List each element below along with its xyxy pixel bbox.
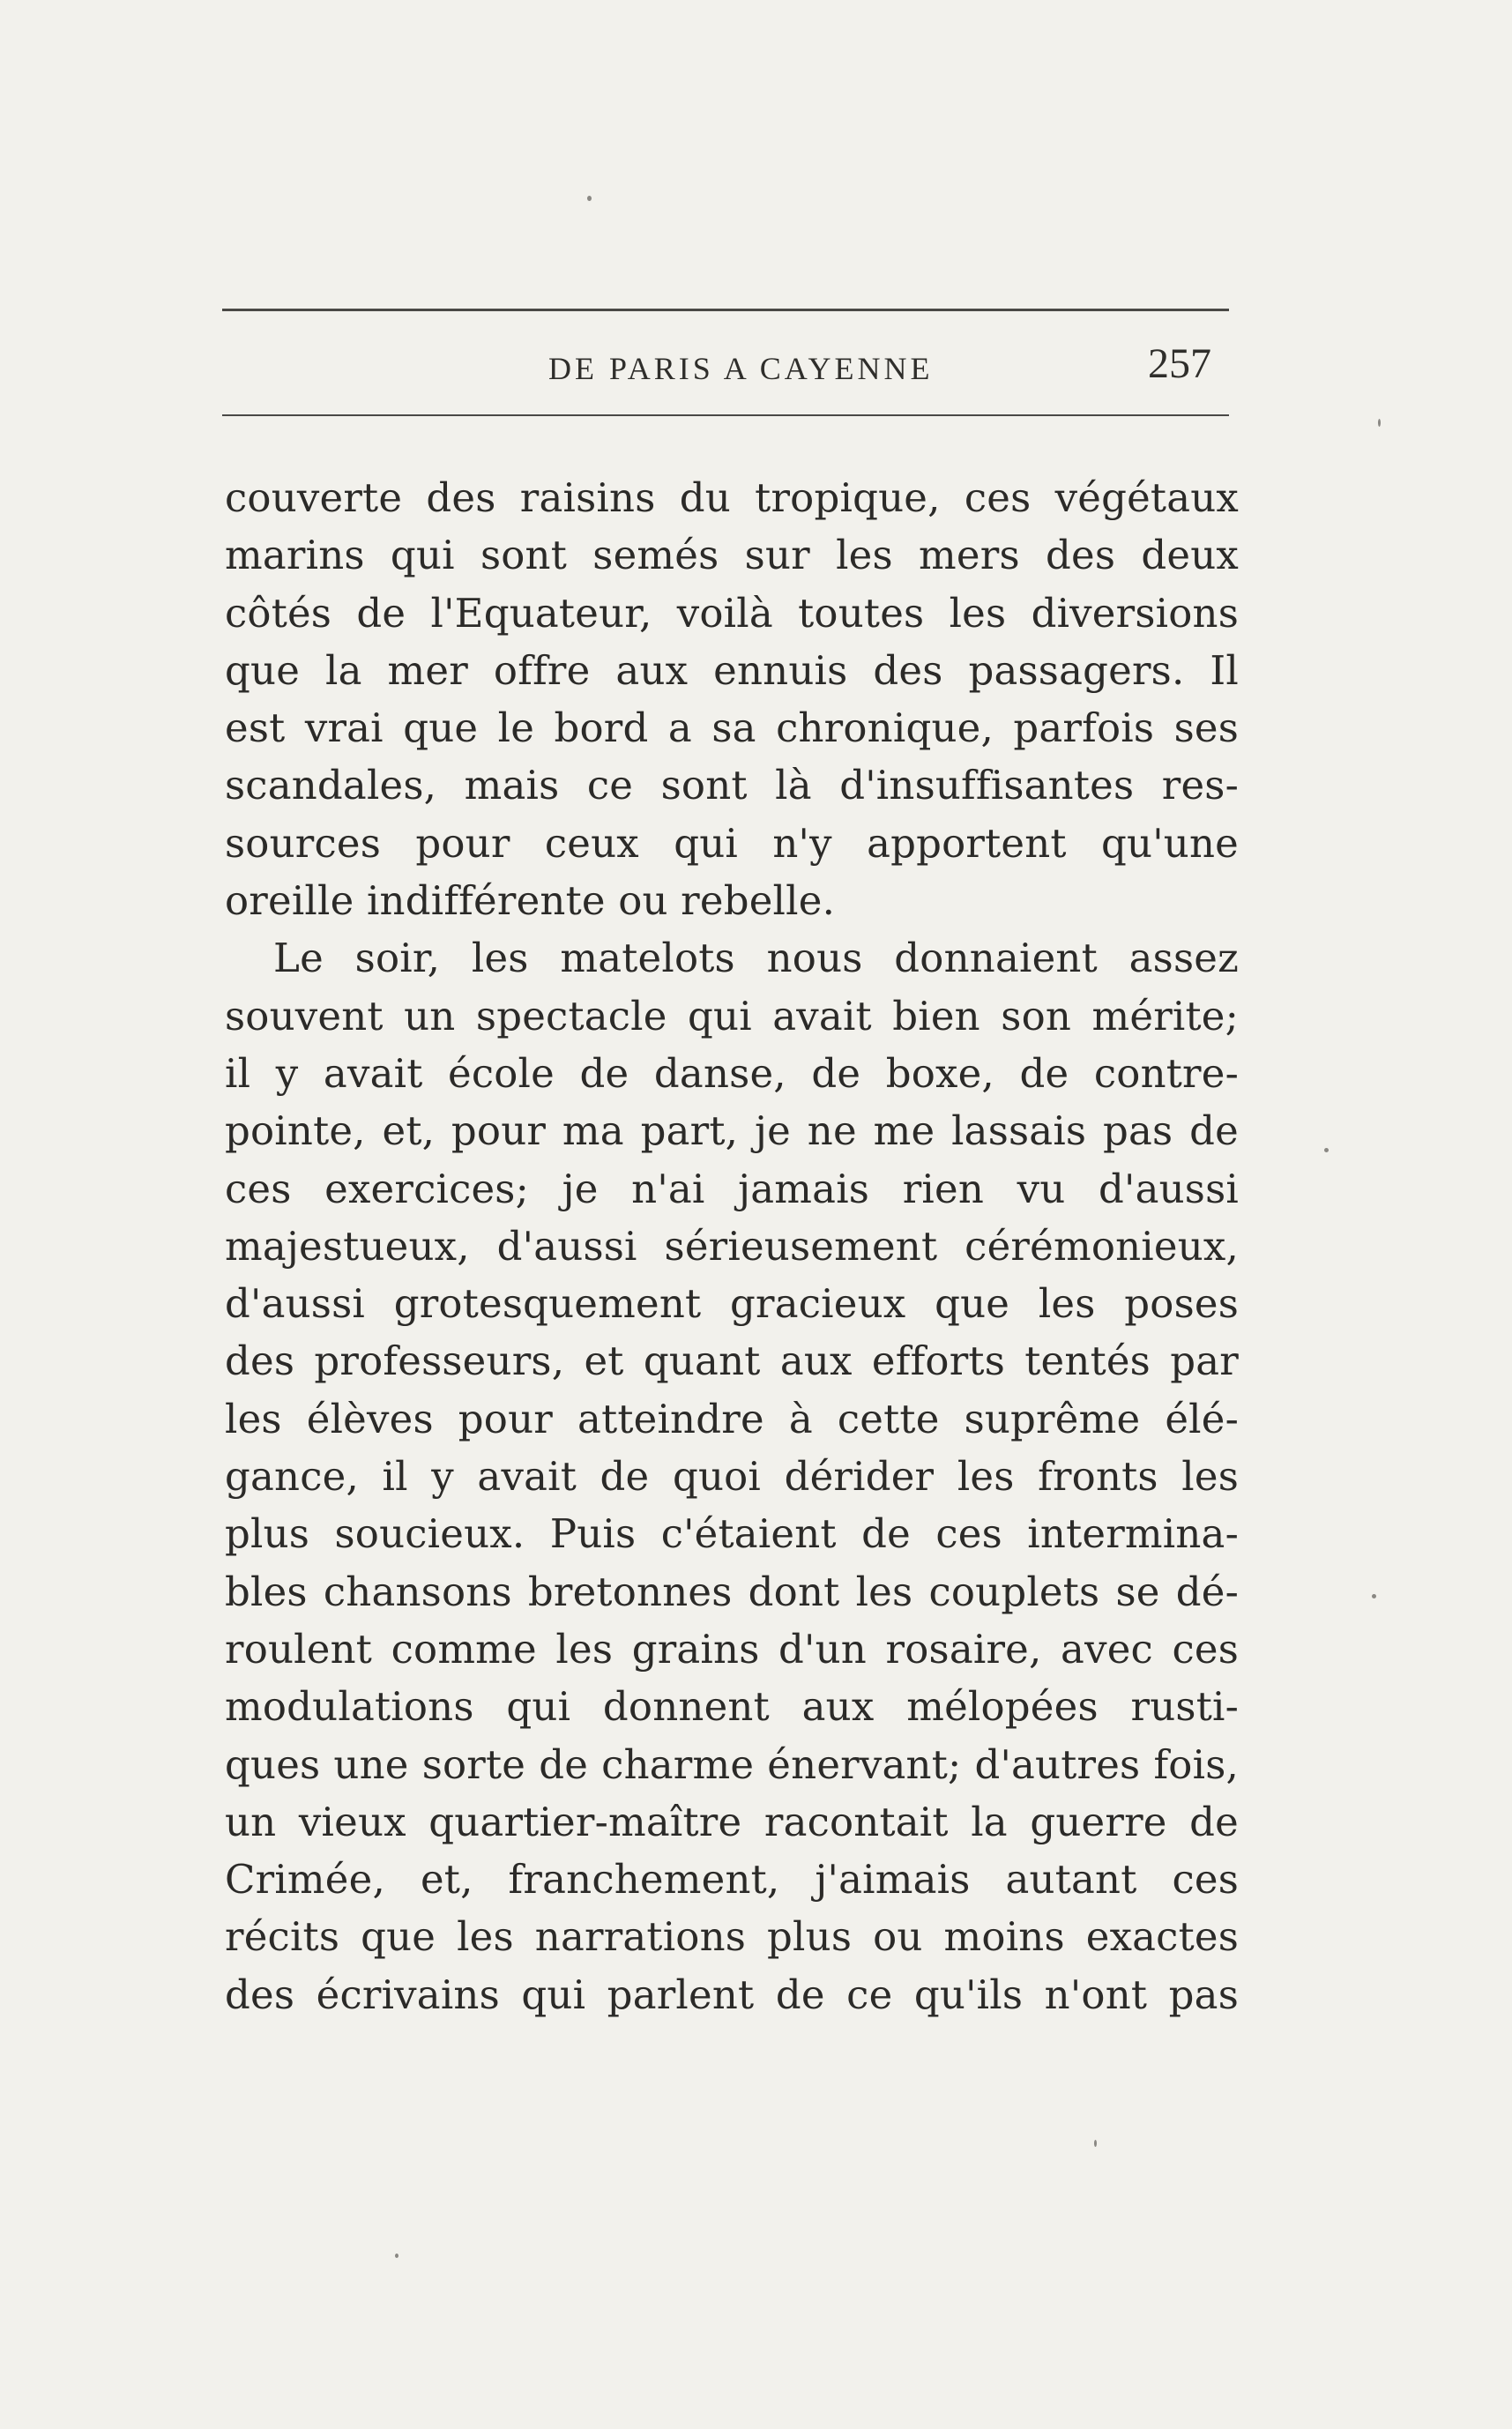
- paper-speck: [587, 196, 592, 201]
- text-line: des écrivains qui parlent de ce qu'ils n'ont pas: [225, 1971, 1239, 2018]
- text-line: ques une sorte de charme énervant; d'autres fois,: [225, 1740, 1239, 1788]
- text-line: marins qui sont semés sur les mers des deux: [225, 532, 1239, 579]
- text-line: plus soucieux. Puis c'étaient de ces intermina-: [225, 1510, 1239, 1558]
- text-line: sources pour ceux qui n'y apportent qu'une: [225, 819, 1239, 867]
- text-line: des professeurs, et quant aux efforts tentés par: [225, 1337, 1239, 1385]
- text-line: les élèves pour atteindre à cette suprême élé-: [225, 1395, 1239, 1442]
- text-line: roulent comme les grains d'un rosaire, avec ces: [225, 1625, 1239, 1673]
- text-line: est vrai que le bord a sa chronique, parfois ses: [225, 704, 1239, 752]
- paper-speck: [1378, 419, 1381, 427]
- paper-speck: [1372, 1594, 1376, 1598]
- body-text: [225, 469, 1239, 2023]
- header-bottom-rule: [222, 414, 1229, 416]
- text-line: récits que les narrations plus ou moins exactes: [225, 1913, 1239, 1961]
- text-line: un vieux quartier-maître racontait la guerre de: [225, 1798, 1239, 1845]
- text-line: bles chansons bretonnes dont les couplets se dé-: [225, 1568, 1239, 1615]
- paper-speck: [1094, 2140, 1097, 2147]
- paper-speck: [1324, 1148, 1329, 1152]
- text-line: souvent un spectacle qui avait bien son mérite;: [225, 992, 1239, 1039]
- paper-speck: [395, 2254, 398, 2258]
- page-number: 257: [1148, 340, 1211, 387]
- text-line: scandales, mais ce sont là d'insuffisantes res-: [225, 762, 1239, 809]
- running-title: DE PARIS A CAYENNE: [548, 351, 934, 386]
- text-line: majestueux, d'aussi sérieusement cérémonieux,: [225, 1222, 1239, 1270]
- text-line: d'aussi grotesquement gracieux que les poses: [225, 1280, 1239, 1328]
- text-line: Le soir, les matelots nous donnaient assez: [273, 935, 1239, 982]
- text-line: pointe, et, pour ma part, je ne me lassais pas de: [225, 1107, 1239, 1155]
- text-line: que la mer offre aux ennuis des passagers. Il: [225, 646, 1239, 694]
- running-header: [222, 339, 1229, 392]
- text-line: couverte des raisins du tropique, ces végétaux: [225, 474, 1239, 521]
- text-line: il y avait école de danse, de boxe, de contre-: [225, 1049, 1239, 1097]
- text-line: Crimée, et, franchement, j'aimais autant ces: [225, 1856, 1239, 1904]
- text-line: oreille indifférente ou rebelle.: [225, 877, 836, 925]
- header-top-rule: [222, 309, 1229, 311]
- text-line: modulations qui donnent aux mélopées rusti-: [225, 1683, 1239, 1731]
- text-line: gance, il y avait de quoi dérider les fronts les: [225, 1453, 1239, 1501]
- text-line: côtés de l'Equateur, voilà toutes les diversions: [225, 589, 1239, 637]
- text-line: ces exercices; je n'ai jamais rien vu d'aussi: [225, 1165, 1239, 1212]
